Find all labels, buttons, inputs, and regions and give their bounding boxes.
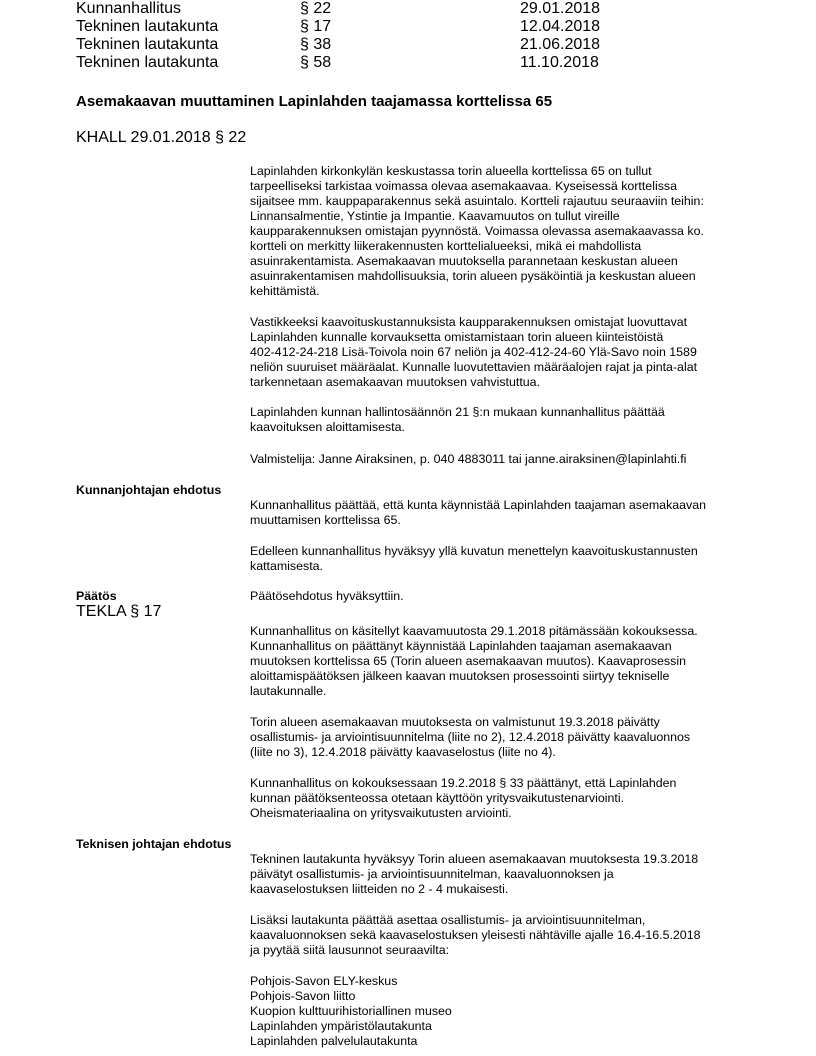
text-line: kaavaselostuksen liitteiden no 2 - 4 mukaisesti. (250, 882, 509, 896)
text-line: kortteli on merkitty liikerakennusten korttelialueeksi, mikä ei mahdollista (250, 239, 642, 253)
text-line: asuinrakentamisen mahdollisuuksia, torin alueen pysäköintiä ja keskustan alueen (250, 269, 696, 283)
history-body: Kunnanhallitus (76, 0, 181, 17)
text-line: Valmistelija: Janne Airaksinen, p. 040 4883011 tai janne.airaksinen@lapinlahti.fi (250, 452, 687, 466)
history-row (76, 54, 636, 72)
history-body: Tekninen lautakunta (76, 36, 219, 53)
list-item: Pohjois-Savon liitto (250, 989, 356, 1003)
text-line: kaavoituksen aloittamisesta. (250, 420, 405, 434)
history-section: § 58 (300, 54, 332, 71)
text-line: tarpeelliseksi tarkistaa voimassa olevaa asemakaavaa. Kyseisessä korttelissa (250, 179, 677, 193)
history-date: 11.10.2018 (520, 54, 599, 71)
paragraph-background (250, 164, 750, 299)
history-row (76, 36, 636, 54)
statement-recipients-list (250, 974, 750, 1049)
text-line: Tekninen lautakunta hyväksyy Torin alueen asemakaavan muutoksesta 19.3.2018 (250, 852, 699, 866)
history-date: 21.06.2018 (520, 36, 601, 53)
list-item: Kuopion kulttuurihistoriallinen museo (250, 1004, 452, 1018)
text-line: neliön suuruiset määräalat. Kunnalle luovutettavien määräalojen rajat ja pinta-alat (250, 360, 698, 374)
list-item: Pohjois-Savon ELY-keskus (250, 974, 398, 988)
text-line: Vastikkeeksi kaavoituskustannuksista kaupparakennuksen omistajat luovuttavat (250, 315, 688, 329)
text-line: Kunnanhallitus päättää, että kunta käynnistää Lapinlahden taajaman asemakaavan (250, 498, 707, 512)
text-line: kaupparakennuksen omistajan pyynnöstä. Voimassa olevassa asemakaavassa ko. (250, 224, 704, 238)
list-item: Lapinlahden palvelulautakunta (250, 1034, 418, 1048)
history-section: § 38 (300, 36, 332, 53)
label-tekla: TEKLA § 17 (76, 603, 162, 620)
text-line: Lapinlahden kirkonkylän keskustassa torin alueella korttelissa 65 on tullut (250, 164, 652, 178)
paragraph-approval (250, 544, 750, 574)
history-section: § 17 (300, 18, 332, 35)
paragraph-proposal (250, 498, 750, 528)
paragraph-technical-proposal (250, 852, 750, 897)
history-row (76, 0, 636, 18)
paragraph-compensation (250, 315, 750, 390)
history-table (76, 0, 636, 72)
text-line: Lapinlahden kunnan hallintosäännön 21 §:n mukaan kunnanhallitus päättää (250, 405, 665, 419)
text-line: Edelleen kunnanhallitus hyväksyy yllä kuvatun menettelyn kaavoituskustannusten (250, 544, 698, 558)
text-line: sijaitsee mm. kauppaparakennus sekä asuintalo. Kortteli rajautuu seuraaviin teihin: (250, 194, 704, 208)
text-line: ja pyytää siitä lausunnot seuraavilta: (250, 943, 450, 957)
text-line: asuinrakentamista. Asemakaavan muutoksella parannetaan keskustan alueen (250, 254, 678, 268)
text-line: (liite no 3), 12.4.2018 päivätty kaavaselostus (liite no 4). (250, 745, 556, 759)
list-item: Lapinlahden ympäristölautakunta (250, 1019, 432, 1033)
history-date: 29.01.2018 (520, 0, 601, 17)
history-body: Tekninen lautakunta (76, 54, 219, 71)
text-line: 402-412-24-218 Lisä-Toivola noin 67 neliön ja 402-412-24-60 Ylä-Savo noin 1589 (250, 345, 697, 359)
label-teknisen: Teknisen johtajan ehdotus (76, 837, 232, 851)
text-line: Kunnanhallitus on päättänyt käynnistää Lapinlahden taajaman asemakaavan (250, 639, 672, 653)
history-body: Tekninen lautakunta (76, 18, 219, 35)
history-date: 12.04.2018 (520, 18, 601, 35)
text-line: Kunnanhallitus on käsitellyt kaavamuutosta 29.1.2018 pitämässään kokouksessa. (250, 624, 698, 638)
text-line: kattamisesta. (250, 559, 323, 573)
text-line: lautakunnalle. (250, 684, 327, 698)
paragraph-decision (250, 589, 750, 604)
text-line: päivätyt osallistumis- ja arviointisuunnitelman, kaavaluonnoksen ja (250, 867, 614, 881)
text-line: Torin alueen asemakaavan muutoksesta on valmistunut 19.3.2018 päivätty (250, 715, 660, 729)
text-line: Päätösehdotus hyväksyttiin. (250, 589, 404, 603)
text-line: kunnan päätöksenteossa otetaan käyttöön yritysvaikutustenarviointi. (250, 791, 625, 805)
paragraph-public-display (250, 913, 750, 958)
khall-reference: KHALL 29.01.2018 § 22 (76, 129, 247, 146)
label-kunnanjohtaja: Kunnanjohtajan ehdotus (76, 483, 222, 497)
paragraph-preparer (250, 452, 750, 467)
text-line: muuttamisen korttelissa 65. (250, 513, 401, 527)
paragraph-regulation (250, 405, 750, 435)
text-line: kaavaluonnoksen sekä kaavaselostuksen yleisesti nähtäville ajalle 16.4-16.5.2018 (250, 928, 701, 942)
text-line: Lapinlahden kunnalle korvauksetta omistamistaan torin alueen kiinteistöistä (250, 330, 664, 344)
text-line: Linnansalmentie, Ystintie ja Impantie. Kaavamuutos on tullut vireille (250, 209, 620, 223)
text-line: muutoksen korttelissa 65 (Torin alueen asemakaavan muutos). Kaavaprosessin (250, 654, 686, 668)
text-line: Lisäksi lautakunta päättää asettaa osallistumis- ja arviointisuunnitelman, (250, 913, 646, 927)
paragraph-process (250, 624, 750, 699)
text-line: kehittämistä. (250, 284, 320, 298)
paragraph-business-impact (250, 776, 750, 821)
document-title: Asemakaavan muuttaminen Lapinlahden taajamassa korttelissa 65 (76, 93, 553, 110)
history-section: § 22 (300, 0, 332, 17)
paragraph-attachments (250, 715, 750, 760)
text-line: aloittamispäätöksen jälkeen kaavan muutoksen prosessointi siirtyy tekniselle (250, 669, 670, 683)
text-line: Kunnanhallitus on kokouksessaan 19.2.2018 § 33 päättänyt, että Lapinlahden (250, 776, 677, 790)
label-paatos: Päätös (76, 589, 117, 603)
text-line: osallistumis- ja arviointisuunnitelma (liite no 2), 12.4.2018 päivätty kaavaluonnos (250, 730, 691, 744)
text-line: Oheismateriaalina on yritysvaikutusten arviointi. (250, 806, 512, 820)
history-row (76, 18, 636, 36)
text-line: tarkennetaan asemakaavan muutoksen vahvistuttua. (250, 375, 540, 389)
